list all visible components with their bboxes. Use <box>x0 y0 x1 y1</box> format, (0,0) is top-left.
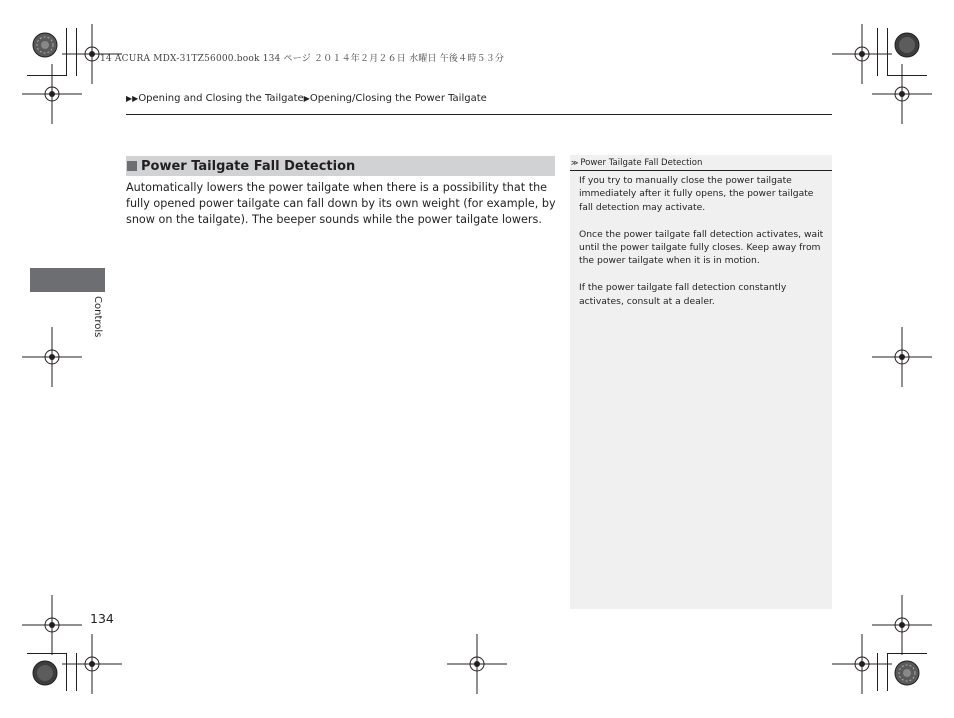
registration-crosshair-icon <box>22 327 82 387</box>
sidebar-paragraph: Once the power tailgate fall detection activates, wait until the power tailgate fully closes. Keep away from the power tailgate when it is in motion. <box>579 228 824 267</box>
calibration-rosette-icon <box>894 32 920 58</box>
breadcrumb-separator-icon: ▶ <box>303 94 310 103</box>
registration-crosshair-icon <box>832 634 892 694</box>
registration-crosshair-icon <box>62 634 122 694</box>
reference-icon: ≫ <box>571 158 579 167</box>
breadcrumb-link-tailgate[interactable]: Opening and Closing the Tailgate <box>138 93 304 104</box>
breadcrumb <box>126 93 487 104</box>
header-rule <box>126 114 832 115</box>
page-number: 134 <box>90 611 114 626</box>
registration-crosshair-icon <box>447 634 507 694</box>
section-title: Power Tailgate Fall Detection <box>141 158 356 174</box>
calibration-rosette-icon <box>894 660 920 686</box>
sidebar-paragraph: If the power tailgate fall detection constantly activates, consult at a dealer. <box>579 282 787 307</box>
registration-crosshair-icon <box>22 64 82 124</box>
breadcrumb-link-power-tailgate[interactable]: Opening/Closing the Power Tailgate <box>309 93 487 104</box>
file-header: 14 ACURA MDX-31TZ56000.book 134 ページ ２０１４年２月２６日 水曜日 午後４時５３分 <box>100 54 505 64</box>
sidebar-text <box>579 174 824 321</box>
calibration-rosette-icon <box>32 32 58 58</box>
sidebar-title: Power Tailgate Fall Detection <box>580 157 703 168</box>
sidebar-heading <box>570 155 832 171</box>
section-heading <box>126 156 555 176</box>
registration-crosshair-icon <box>872 327 932 387</box>
breadcrumb-arrow-icon: ▶▶ <box>126 94 139 103</box>
section-body: Automatically lowers the power tailgate when there is a possibility that the fully opened power tailgate can fall down by its own weight (for example, by snow on the tailgate). The beeper sounds while the power tailgate lowers. <box>126 181 556 226</box>
calibration-rosette-icon <box>32 660 58 686</box>
registration-crosshair-icon <box>872 64 932 124</box>
heading-square-icon <box>127 161 137 171</box>
chapter-tab-label: Controls <box>92 296 103 338</box>
chapter-tab[interactable] <box>30 268 105 292</box>
sidebar-paragraph: If you try to manually close the power tailgate immediately after it fully opens, the power tailgate fall detection may activate. <box>579 175 814 213</box>
